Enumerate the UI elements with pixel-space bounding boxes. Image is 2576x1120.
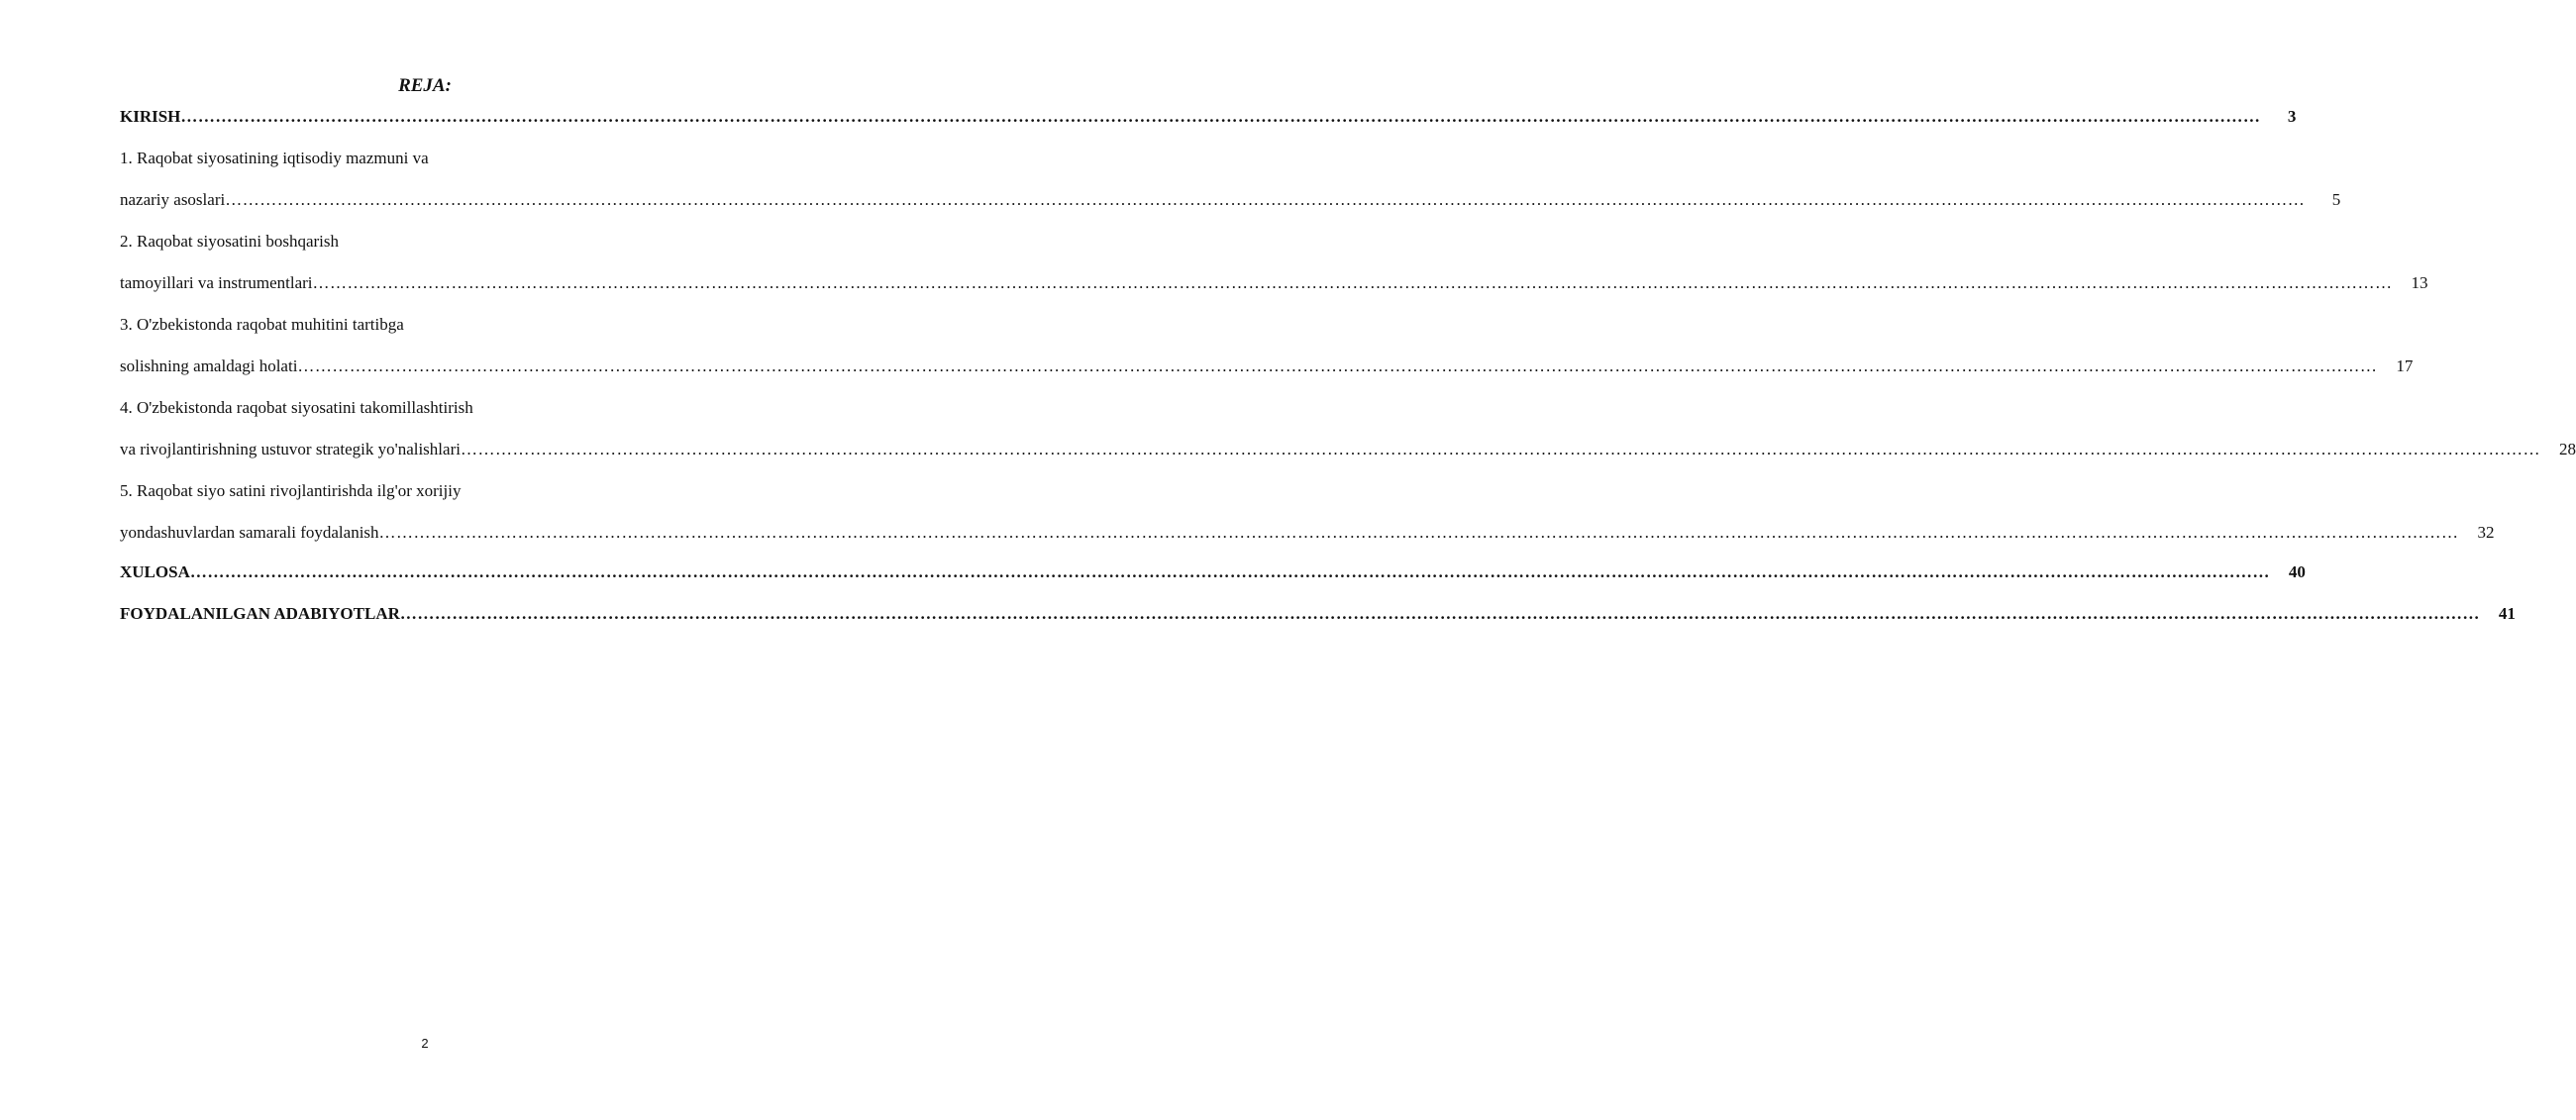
toc-entry-label: KIRISH (120, 107, 181, 126)
toc-entry-label: FOYDALANILGAN ADABIYOTLAR (120, 604, 400, 623)
toc-entry-ch2-title: 2. Raqobat siyosatini boshqarish (120, 232, 339, 251)
toc-entry-ch1-title: 1. Raqobat siyosatining iqtisodiy mazmuni va (120, 149, 429, 167)
toc-entry-references (120, 604, 2516, 628)
toc-entry-label: solishning amaldagi holati (120, 356, 298, 375)
toc-page-number: 17 (2396, 356, 2414, 375)
dot-leader: ……………………………………………………………………………………………………………………………………………………………………………………………………………………………………………………………………………………………………………………………… (297, 356, 2378, 375)
dot-leader: ……………………………………………………………………………………………………………………………………………………………………………………………………………………………………………………………………………………………………………………………… (225, 190, 2306, 209)
toc-page-number: 13 (2411, 273, 2428, 292)
toc-entry-label: yondashuvlardan samarali foydalanish (120, 523, 379, 542)
dot-leader: ……………………………………………………………………………………………………………………………………………………………………………………………………………………………………………………………………………………………………………………………… (189, 562, 2270, 581)
dot-leader: ……………………………………………………………………………………………………………………………………………………………………………………………………………………………………………………………………………………………………………………………… (312, 273, 2393, 292)
page-number: 2 (421, 1036, 429, 1051)
dot-leader: ……………………………………………………………………………………………………………………………………………………………………………………………………………………………………………………………………………………………………………………………… (399, 604, 2480, 623)
dot-leader: ……………………………………………………………………………………………………………………………………………………………………………………………………………………………………………………………………………………………………………………………… (460, 440, 2540, 458)
toc-entry-ch1 (120, 190, 2341, 214)
toc-entry-label: tamoyillari va instrumentlari (120, 273, 313, 292)
toc-entry-ch4-title: 4. O'zbekistonda raqobat siyosatini takomillashtirish (120, 398, 473, 417)
toc-page-number: 40 (2288, 562, 2306, 581)
toc-heading: REJA: (398, 75, 452, 96)
toc-entry-ch3-title: 3. O'zbekistonda raqobat muhitini tartibga (120, 315, 404, 334)
toc-entry-ch3 (120, 356, 2414, 380)
toc-entry-label: nazariy asoslari (120, 190, 226, 209)
toc-entry-conclusion (120, 562, 2306, 586)
toc-page-number: 32 (2477, 523, 2495, 542)
toc-entry-ch2 (120, 273, 2428, 297)
toc-entry-ch5 (120, 523, 2495, 547)
toc-entry-label: XULOSA (120, 562, 190, 581)
toc-entry-ch4 (120, 440, 2576, 463)
toc-page-number: 41 (2498, 604, 2516, 623)
toc-entry-intro (120, 107, 2297, 131)
dot-leader: ……………………………………………………………………………………………………………………………………………………………………………………………………………………………………………………………………………………………………………………………… (180, 107, 2261, 126)
toc-entry-label: va rivojlantirishning ustuvor strategik yo'nalishlari (120, 440, 461, 458)
toc-entry-ch5-title: 5. Raqobat siyo satini rivojlantirishda ilg'or xorijiy (120, 481, 462, 500)
toc-page-number: 28 (2558, 440, 2576, 458)
toc-page-number: 5 (2331, 190, 2341, 209)
dot-leader: ……………………………………………………………………………………………………………………………………………………………………………………………………………………………………………………………………………………………………………………………… (378, 523, 2459, 542)
toc-page-number: 3 (2287, 107, 2297, 126)
